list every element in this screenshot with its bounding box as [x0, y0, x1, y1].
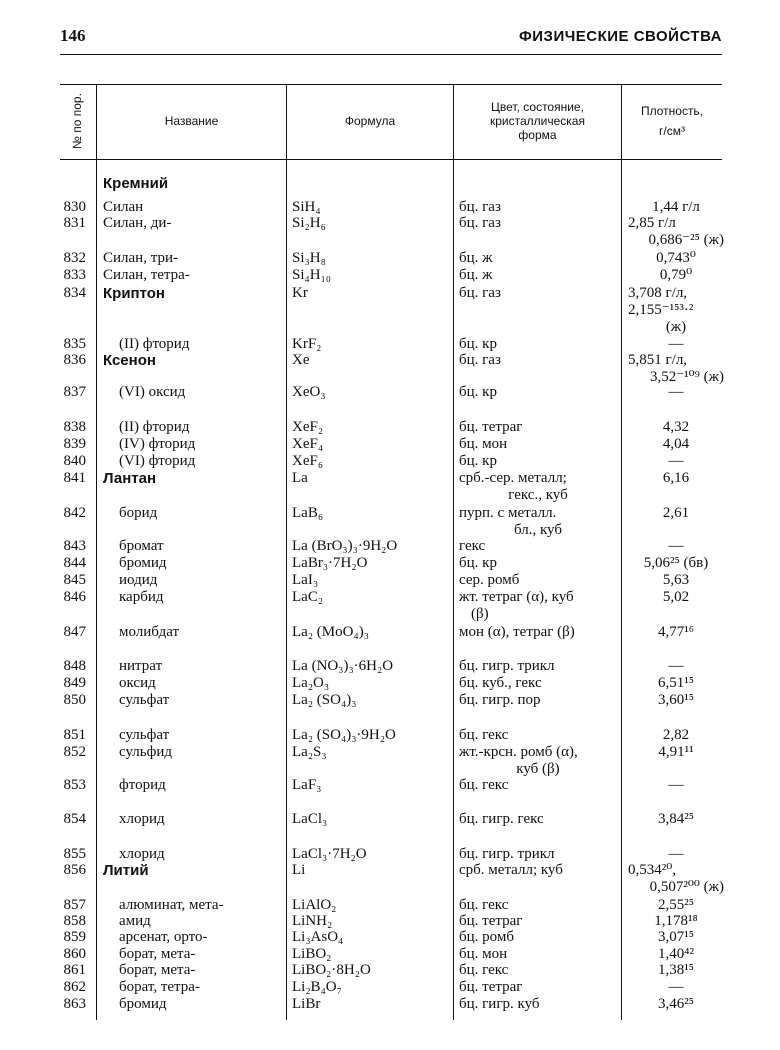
substance-name: амид: [119, 913, 151, 929]
density-line: 0,534²⁰,: [628, 862, 677, 878]
density-line: 2,55²⁵: [658, 897, 694, 913]
substance-name: арсенат, орто-: [119, 929, 208, 945]
color-state-form: [459, 352, 617, 369]
color-state-line: бц. куб., гекс: [459, 675, 542, 691]
density-value: [628, 913, 724, 930]
row-number: 838: [63, 419, 86, 435]
color-state-form: [459, 962, 617, 979]
substance-name: Силан, ди-: [103, 215, 172, 231]
color-state-form: [459, 777, 617, 794]
row-number: 849: [63, 675, 86, 691]
row-number: 854: [63, 811, 86, 827]
color-state-form: [459, 199, 617, 216]
color-state-form: [459, 555, 617, 572]
column-header-color: [454, 85, 621, 157]
color-state-line: бц. кр: [459, 555, 497, 571]
chemical-formula: Si₃H₈: [292, 250, 326, 266]
density-line: 5,851 г/л,: [628, 352, 688, 368]
color-state-form: [459, 846, 617, 863]
color-state-form: [459, 215, 617, 232]
chemical-formula: La (NO₃)₃·6H₂O: [292, 658, 394, 674]
column-header-name: [97, 85, 286, 157]
density-value: [628, 352, 724, 386]
density-line: 1,178¹⁸: [654, 913, 698, 929]
density-line: 6,16: [662, 470, 690, 486]
table-head-rule: [60, 159, 722, 160]
row-number: 846: [63, 589, 86, 605]
substance-name: Криптон: [103, 285, 165, 302]
row-number: 845: [63, 572, 86, 588]
density-value: [628, 538, 724, 555]
substance-name: хлорид: [119, 846, 165, 862]
column-divider: [621, 84, 622, 1020]
density-value: [628, 505, 724, 522]
substance-name: молибдат: [119, 624, 180, 640]
substance-name: (VI) оксид: [119, 384, 186, 400]
substance-name: Силан, три-: [103, 250, 178, 266]
row-number: 843: [63, 538, 86, 554]
chemical-formula: LiAlO₂: [292, 897, 337, 913]
row-number: 857: [63, 897, 86, 913]
color-state-line: бц. гекс: [459, 962, 509, 978]
color-state-form: [459, 624, 617, 641]
chemical-formula: La₂O₃: [292, 675, 330, 691]
chemical-formula: La₂ (SO₄)₃·9H₂O: [292, 727, 396, 743]
color-state-line: жт.-крсн. ромб (α),: [459, 744, 578, 760]
chemical-formula: LaF₃: [292, 777, 322, 793]
density-value: [628, 979, 724, 996]
chemical-formula: LaB₆: [292, 505, 324, 521]
density-line: 5,06²⁵ (бв): [643, 555, 709, 571]
density-line: 1,38¹⁵: [658, 962, 694, 978]
color-state-line: бц. гигр. пор: [459, 692, 541, 708]
color-state-form: [459, 979, 617, 996]
density-line: 1,40⁴²: [658, 946, 694, 962]
substance-name: нитрат: [119, 658, 163, 674]
column-header-name-text: Название: [164, 114, 219, 128]
color-state-form: [459, 658, 617, 675]
row-number: 833: [63, 267, 86, 283]
substance-name: борат, тетра-: [119, 979, 200, 995]
density-line: 3,84²⁵: [658, 811, 694, 827]
color-state-form: [459, 505, 617, 539]
density-value: [628, 336, 724, 353]
color-state-line: бц. гекс: [459, 777, 509, 793]
color-state-line: пурп. с металл.: [459, 505, 557, 521]
chemical-formula: Si₄H₁₀: [292, 267, 332, 283]
column-header-number: [60, 85, 94, 157]
substance-name: Литий: [103, 862, 149, 879]
color-state-form: [459, 267, 617, 284]
row-number: 834: [63, 285, 86, 301]
color-state-line: бц. газ: [459, 199, 501, 215]
color-state-line: (β): [471, 606, 489, 622]
color-state-form: [459, 996, 617, 1013]
density-line: (ж): [665, 319, 687, 335]
color-state-line: бц. ж: [459, 267, 493, 283]
density-value: [628, 675, 724, 692]
color-state-form: [459, 692, 617, 709]
density-line: 2,82: [662, 727, 690, 743]
color-state-form: [459, 384, 617, 401]
color-state-form: [459, 913, 617, 930]
chemical-formula: LaCl₃·7H₂O: [292, 846, 367, 862]
color-state-line: бц. газ: [459, 285, 501, 301]
density-line: 0,686⁻²⁵ (ж): [648, 232, 724, 248]
substance-name: Ксенон: [103, 352, 156, 369]
substance-name: борид: [119, 505, 158, 521]
density-value: [628, 846, 724, 863]
row-number: 855: [63, 846, 86, 862]
color-state-form: [459, 589, 617, 623]
density-value: [628, 624, 724, 641]
row-number: 831: [63, 215, 86, 231]
row-number: 842: [63, 505, 86, 521]
column-header-color-line: кристаллическая: [490, 114, 585, 128]
row-number: 851: [63, 727, 86, 743]
density-line: 3,52⁻¹⁰⁹ (ж): [649, 369, 724, 385]
substance-name: бромат: [119, 538, 164, 554]
color-state-line: срб.-сер. металл;: [459, 470, 567, 486]
density-line: 0,79⁰: [659, 267, 693, 283]
color-state-form: [459, 572, 617, 589]
density-value: [628, 862, 724, 896]
column-header-color-line: Цвет, состояние,: [491, 100, 584, 114]
chemical-formula: Si₂H₆: [292, 215, 326, 231]
color-state-line: бц. кр: [459, 384, 497, 400]
chemical-formula: LaC₂: [292, 589, 324, 605]
density-line: 4,32: [662, 419, 690, 435]
color-state-line: бц. тетраг: [459, 979, 523, 995]
color-state-line: гекс., куб: [508, 487, 568, 503]
density-line: 3,708 г/л,: [628, 285, 688, 301]
row-number: 856: [63, 862, 86, 878]
substance-name: хлорид: [119, 811, 165, 827]
color-state-form: [459, 946, 617, 963]
density-value: [628, 962, 724, 979]
column-header-formula: [287, 85, 453, 157]
column-header-density-line: г/см³: [659, 124, 685, 138]
color-state-form: [459, 929, 617, 946]
substance-name: карбид: [119, 589, 164, 605]
row-number: 848: [63, 658, 86, 674]
row-number: 859: [63, 929, 86, 945]
substance-name: сульфид: [119, 744, 173, 760]
density-value: [628, 572, 724, 589]
substance-name: иодид: [119, 572, 158, 588]
density-line: 2,85 г/л: [628, 215, 676, 231]
density-line: 5,63: [662, 572, 690, 588]
density-value: [628, 384, 724, 401]
density-line: —: [668, 453, 684, 469]
section-title: ФИЗИЧЕСКИЕ СВОЙСТВА: [518, 28, 722, 45]
row-number: 841: [63, 470, 86, 486]
color-state-line: бц. гекс: [459, 727, 509, 743]
density-line: 0,507²⁰⁰ (ж): [649, 879, 724, 895]
chemical-formula: XeO₃: [292, 384, 326, 400]
density-value: [628, 453, 724, 470]
row-number: 862: [63, 979, 86, 995]
density-value: [628, 267, 724, 284]
density-value: [628, 658, 724, 675]
color-state-form: [459, 538, 617, 555]
density-value: [628, 946, 724, 963]
density-value: [628, 215, 724, 249]
row-number: 853: [63, 777, 86, 793]
row-number: 852: [63, 744, 86, 760]
density-line: 2,61: [662, 505, 690, 521]
color-state-line: бц. кр: [459, 336, 497, 352]
chemical-formula: LiBO₂·8H₂O: [292, 962, 371, 978]
chemical-formula: Li₂B₄O₇: [292, 979, 342, 995]
chemical-formula: KrF₂: [292, 336, 322, 352]
column-header-density: [622, 85, 722, 157]
density-line: 3,60¹⁵: [658, 692, 694, 708]
color-state-form: [459, 453, 617, 470]
row-number: 835: [63, 336, 86, 352]
chemical-formula: LiBO₂: [292, 946, 332, 962]
density-line: 3,07¹⁵: [658, 929, 694, 945]
substance-name: борат, мета-: [119, 962, 196, 978]
column-divider: [96, 84, 97, 1020]
density-line: —: [668, 538, 684, 554]
color-state-form: [459, 675, 617, 692]
group-label: Кремний: [103, 175, 169, 192]
density-line: —: [668, 846, 684, 862]
density-value: [628, 777, 724, 794]
chemical-formula: XeF₄: [292, 436, 324, 452]
row-number: 832: [63, 250, 86, 266]
chemical-formula: Xe: [292, 352, 310, 368]
column-header-number-text: № по пор.: [70, 93, 84, 149]
page-header: [60, 26, 722, 48]
substance-name: сульфат: [119, 692, 170, 708]
row-number: 858: [63, 913, 86, 929]
density-line: 3,46²⁵: [658, 996, 694, 1012]
column-header-formula-text: Формула: [344, 114, 396, 128]
chemical-formula: La: [292, 470, 308, 486]
color-state-line: бц. мон: [459, 436, 508, 452]
color-state-line: бц. кр: [459, 453, 497, 469]
density-value: [628, 589, 724, 606]
color-state-form: [459, 336, 617, 353]
color-state-line: срб. металл; куб: [459, 862, 563, 878]
color-state-line: бц. газ: [459, 215, 501, 231]
color-state-line: бц. гигр. трикл: [459, 658, 555, 674]
row-number: 837: [63, 384, 86, 400]
color-state-form: [459, 744, 617, 778]
color-state-line: куб (β): [516, 761, 560, 777]
row-number: 836: [63, 352, 86, 368]
chemical-formula: La₂ (SO₄)₃: [292, 692, 357, 708]
density-value: [628, 897, 724, 914]
color-state-line: бл., куб: [513, 522, 562, 538]
substance-name: (IV) фторид: [119, 436, 196, 452]
chemical-formula: Kr: [292, 285, 308, 301]
color-state-form: [459, 727, 617, 744]
chemical-formula: La₂S₃: [292, 744, 327, 760]
chemical-formula: LaCl₃: [292, 811, 328, 827]
density-value: [628, 929, 724, 946]
density-line: —: [668, 384, 684, 400]
chemical-formula: XeF₂: [292, 419, 324, 435]
density-line: 0,743⁰: [656, 250, 696, 266]
color-state-line: бц. ж: [459, 250, 493, 266]
substance-name: бромид: [119, 996, 167, 1012]
color-state-form: [459, 285, 617, 302]
color-state-line: бц. гигр. трикл: [459, 846, 555, 862]
density-value: [628, 692, 724, 709]
density-line: 1,44 г/л: [652, 199, 700, 215]
density-value: [628, 744, 724, 761]
color-state-line: бц. гигр. куб: [459, 996, 540, 1012]
row-number: 850: [63, 692, 86, 708]
color-state-form: [459, 419, 617, 436]
substance-name: фторид: [119, 777, 166, 793]
density-value: [628, 996, 724, 1013]
chemical-formula: La₂ (MoO₄)₃: [292, 624, 369, 640]
chemical-formula: LaBr₃·7H₂O: [292, 555, 368, 571]
color-state-line: сер. ромб: [459, 572, 520, 588]
color-state-form: [459, 250, 617, 267]
density-value: [628, 199, 724, 216]
color-state-line: бц. мон: [459, 946, 508, 962]
density-value: [628, 250, 724, 267]
row-number: 847: [63, 624, 86, 640]
row-number: 861: [63, 962, 86, 978]
substance-name: бромид: [119, 555, 167, 571]
column-header-density-line: Плотность,: [640, 104, 704, 118]
density-line: 5,02: [662, 589, 690, 605]
header-rule: [60, 54, 722, 55]
chemical-formula: LaI₃: [292, 572, 319, 588]
density-line: —: [668, 658, 684, 674]
column-divider: [453, 84, 454, 1020]
substance-name: борат, мета-: [119, 946, 196, 962]
substance-name: (II) фторид: [119, 336, 190, 352]
density-value: [628, 419, 724, 436]
chemical-formula: XeF₆: [292, 453, 324, 469]
color-state-line: гекс: [459, 538, 486, 554]
color-state-line: бц. ромб: [459, 929, 514, 945]
density-line: 2,155⁻¹⁵³·²: [628, 302, 694, 318]
row-number: 840: [63, 453, 86, 469]
color-state-line: бц. гекс: [459, 897, 509, 913]
density-line: 6,51¹⁵: [658, 675, 694, 691]
density-value: [628, 470, 724, 487]
column-header-color-line: форма: [518, 128, 557, 142]
substance-name: алюминат, мета-: [119, 897, 224, 913]
chemical-formula: SiH₄: [292, 199, 321, 215]
density-line: —: [668, 979, 684, 995]
density-value: [628, 727, 724, 744]
substance-name: сульфат: [119, 727, 170, 743]
color-state-form: [459, 811, 617, 828]
row-number: 860: [63, 946, 86, 962]
density-line: —: [668, 336, 684, 352]
color-state-line: бц. газ: [459, 352, 501, 368]
color-state-form: [459, 470, 617, 504]
color-state-form: [459, 436, 617, 453]
density-value: [628, 436, 724, 453]
row-number: 839: [63, 436, 86, 452]
color-state-line: бц. гигр. гекс: [459, 811, 544, 827]
chemical-formula: LiNH₂: [292, 913, 333, 929]
density-value: [628, 285, 724, 336]
row-number: 844: [63, 555, 86, 571]
chemical-formula: LiBr: [292, 996, 321, 1012]
row-number: 830: [63, 199, 86, 215]
density-line: 4,91¹¹: [658, 744, 694, 760]
substance-name: (II) фторид: [119, 419, 190, 435]
substance-name: (VI) фторид: [119, 453, 196, 469]
substance-name: Силан: [103, 199, 144, 215]
chemical-formula: Li: [292, 862, 306, 878]
density-line: —: [668, 777, 684, 793]
chemical-formula: La (BrO₃)₃·9H₂O: [292, 538, 398, 554]
density-value: [628, 811, 724, 828]
color-state-line: мон (α), тетраг (β): [459, 624, 575, 640]
chemical-formula: Li₃AsO₄: [292, 929, 344, 945]
row-number: 863: [63, 996, 86, 1012]
density-line: 4,04: [662, 436, 690, 452]
density-line: 4,77¹⁶: [658, 624, 694, 640]
color-state-line: бц. тетраг: [459, 913, 523, 929]
substance-name: оксид: [119, 675, 156, 691]
color-state-line: бц. тетраг: [459, 419, 523, 435]
color-state-form: [459, 897, 617, 914]
substance-name: Лантан: [103, 470, 157, 487]
density-value: [628, 555, 724, 572]
color-state-form: [459, 862, 617, 879]
page-number: 146: [60, 26, 86, 45]
substance-name: Силан, тетра-: [103, 267, 190, 283]
color-state-line: жт. тетраг (α), куб: [459, 589, 574, 605]
